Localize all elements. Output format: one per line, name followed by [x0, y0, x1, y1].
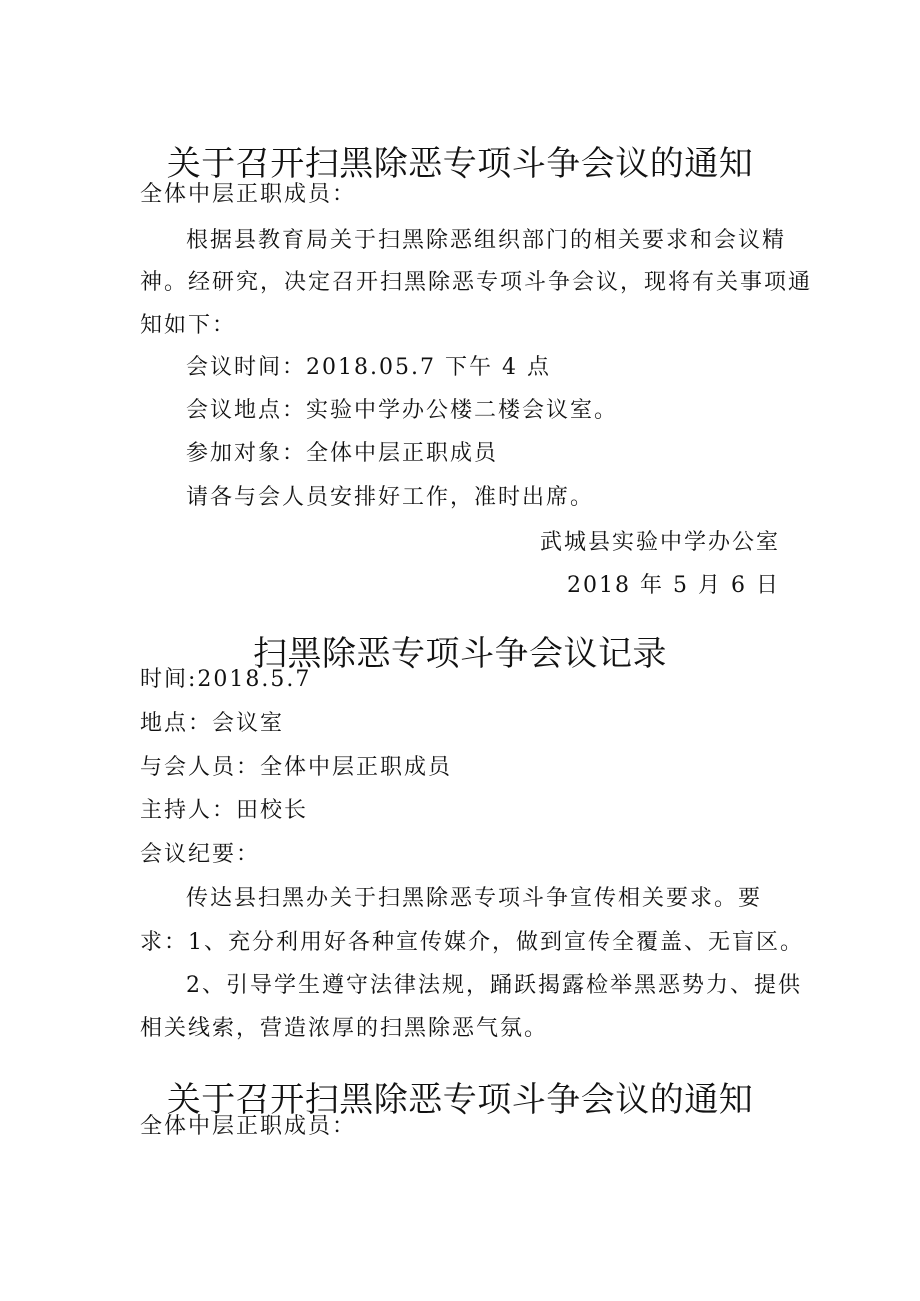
minutes-body-line-4: 相关线索，营造浓厚的扫黑除恶气氛。	[140, 1016, 549, 1041]
notice-body-line-1: 根据县教育局关于扫黑除恶组织部门的相关要求和会议精	[186, 228, 787, 253]
notice-body-line-3: 知如下：	[140, 313, 237, 338]
notice-salutation: 全体中层正职成员：	[140, 182, 357, 207]
minutes-attendees: 与会人员：全体中层正职成员	[140, 755, 453, 780]
meeting-place: 会议地点：实验中学办公楼二楼会议室。	[186, 398, 619, 423]
meeting-attendees: 参加对象：全体中层正职成员	[186, 441, 499, 466]
attendance-request: 请各与会人员安排好工作，准时出席。	[186, 485, 595, 510]
notice-title-repeat: 关于召开扫黑除恶专项斗争会议的通知	[166, 1079, 754, 1120]
minutes-body-line-3: 2、引导学生遵守法律法规，踊跃揭露检举黑恶势力、提供	[186, 973, 802, 998]
minutes-body-line-1: 传达县扫黑办关于扫黑除恶专项斗争宣传相关要求。要	[186, 886, 763, 911]
notice-salutation-repeat: 全体中层正职成员：	[140, 1114, 357, 1139]
meeting-time: 会议时间：2018.05.7 下午 4 点	[186, 355, 551, 380]
minutes-summary-label: 会议纪要：	[140, 842, 261, 867]
notice-title: 关于召开扫黑除恶专项斗争会议的通知	[166, 143, 754, 184]
notice-body-line-2: 神。经研究，决定召开扫黑除恶专项斗争会议，现将有关事项通	[140, 270, 813, 295]
minutes-title: 扫黑除恶专项斗争会议记录	[253, 633, 667, 674]
notice-signer: 武城县实验中学办公室	[539, 530, 780, 555]
minutes-host: 主持人：田校长	[140, 798, 309, 823]
minutes-place: 地点：会议室	[140, 711, 285, 736]
notice-date: 2018 年 5 月 6 日	[567, 573, 780, 598]
minutes-time: 时间:2018.5.7	[140, 667, 312, 692]
minutes-body-line-2: 求：1、充分利用好各种宣传媒介，做到宣传全覆盖、无盲区。	[140, 930, 804, 955]
